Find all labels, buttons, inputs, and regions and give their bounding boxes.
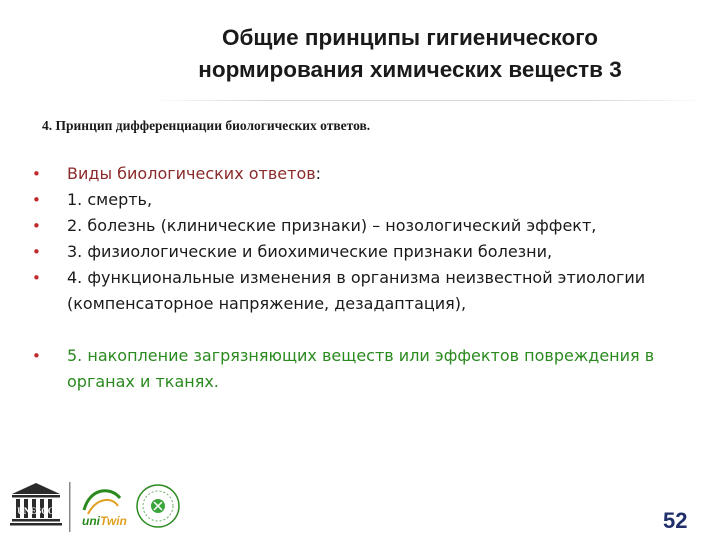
bullet-item-2 <box>32 187 692 213</box>
bullet-list <box>32 161 692 395</box>
slide-title-line-1: Общие принципы гигиенического <box>221 25 599 50</box>
bullet-marker: • <box>32 243 41 261</box>
bullet-marker: • <box>32 165 41 183</box>
title-divider <box>150 100 705 101</box>
unesco-base-1 <box>12 519 60 522</box>
unesco-logo-text: UNESCO <box>17 506 55 516</box>
bullet-text: 1. смерть, <box>67 190 153 209</box>
bullet-item-4 <box>32 239 692 265</box>
bullet-heading-colon: : <box>315 164 322 183</box>
page-number: 52 <box>663 508 688 533</box>
chair-emblem-logo <box>137 485 179 527</box>
unesco-architrave <box>12 495 60 498</box>
bullet-heading-text: Виды биологических ответов <box>67 164 316 183</box>
logo-separator <box>69 482 71 532</box>
bullet-marker: • <box>32 217 41 235</box>
unitwin-text-b: Twin <box>100 514 127 528</box>
slide-title-line-2: нормирования химических веществ 3 <box>198 57 622 82</box>
slide-subtitle: 4. Принцип дифференциации биологических ответов. <box>42 118 371 133</box>
bullet-item-5 <box>32 265 692 317</box>
bullet-marker: • <box>32 191 41 209</box>
bullet-item-6 <box>32 343 692 395</box>
unitwin-arc-2 <box>88 500 118 514</box>
bullet-item-3 <box>32 213 692 239</box>
bullet-item-1 <box>32 161 692 187</box>
slide-title <box>120 22 700 86</box>
unesco-pediment <box>12 483 60 494</box>
bullet-marker: • <box>32 269 41 287</box>
bullet-text: 3. физиологические и биохимические признаки болезни, <box>67 242 553 261</box>
bullet-text: 2. болезнь (клинические признаки) – нозологический эффект, <box>67 216 597 235</box>
unesco-logo <box>10 483 62 526</box>
bullet-text: 5. накопление загрязняющих веществ или эффектов повреждения в органах и тканях. <box>67 346 655 391</box>
unesco-base-2 <box>10 523 62 526</box>
footer-logos <box>8 480 198 536</box>
unitwin-text-a: uni <box>82 514 100 528</box>
bullet-marker: • <box>32 347 41 365</box>
unitwin-logo <box>82 491 127 528</box>
bullet-text: 4. функциональные изменения в организма неизвестной этиологии (компенсаторное напряжение, дезадаптация), <box>67 268 646 313</box>
